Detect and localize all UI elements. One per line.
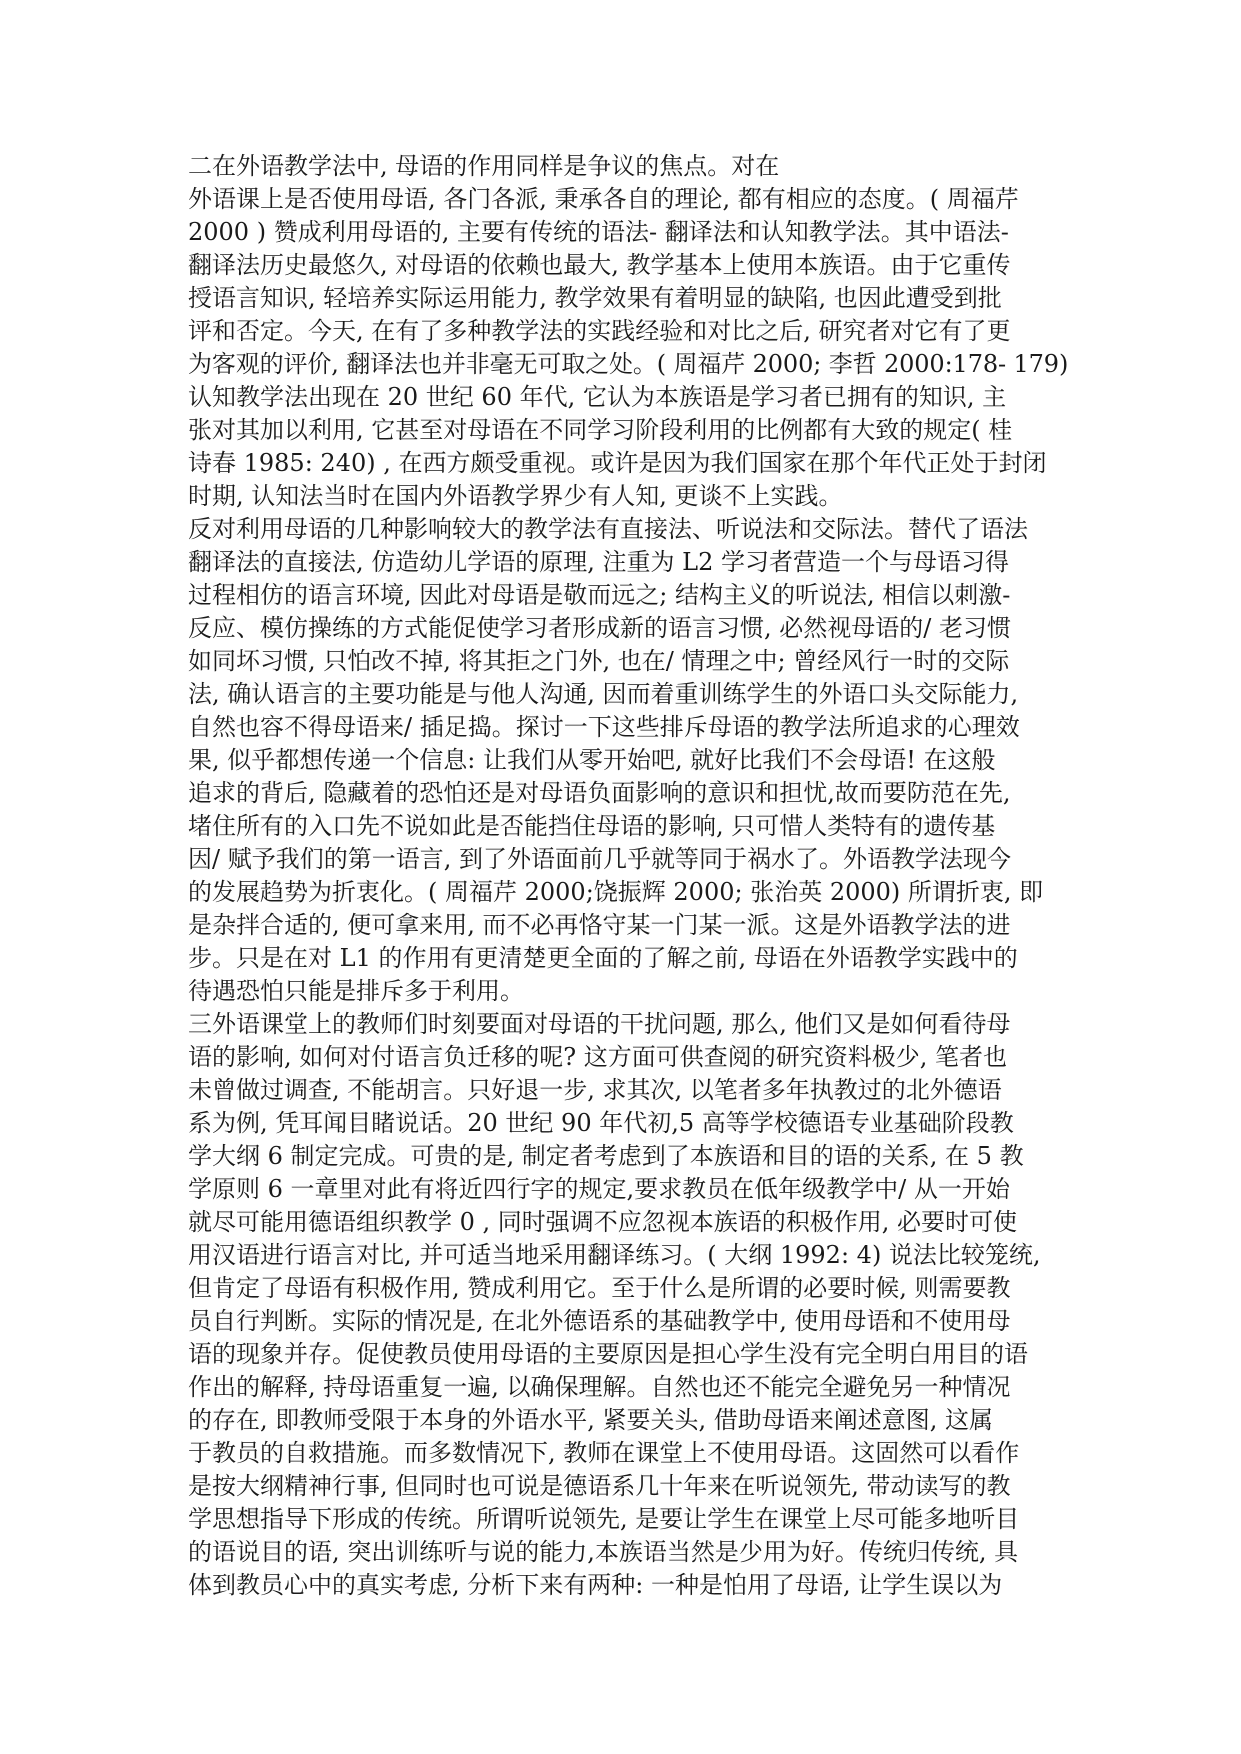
text-line: 语的现象并存。促使教员使用母语的主要原因是担心学生没有完全明白用目的语 — [188, 1340, 1028, 1368]
text-line: 体到教员心中的真实考虑, 分析下来有两种: 一种是怕用了母语, 让学生误以为 — [188, 1571, 1003, 1599]
text-line: 二在外语教学法中, 母语的作用同样是争议的焦点。对在 — [188, 152, 780, 180]
text-line: 学思想指导下形成的传统。所谓听说领先, 是要让学生在课堂上尽可能多地听目 — [188, 1505, 1020, 1533]
text-line: 学大纲 6 制定完成。可贵的是, 制定者考虑到了本族语和目的语的关系, 在 5 教 — [188, 1142, 1024, 1170]
text-line: 是杂拌合适的, 便可拿来用, 而不必再恪守某一门某一派。这是外语教学法的进 — [188, 911, 1011, 939]
text-line: 翻译法的直接法, 仿造幼儿学语的原理, 注重为 L2 学习者营造一个与母语习得 — [188, 548, 1009, 576]
text-line: 果, 似乎都想传递一个信息: 让我们从零开始吧, 就好比我们不会母语! 在这般 — [188, 746, 996, 774]
text-line: 法, 确认语言的主要功能是与他人沟通, 因而着重训练学生的外语口头交际能力, — [188, 680, 1019, 708]
text-line: 2000 ) 赞成利用母语的, 主要有传统的语法- 翻译法和认知教学法。其中语法- — [188, 218, 1009, 246]
text-line: 是按大纲精神行事, 但同时也可说是德语系几十年来在听说领先, 带动读写的教 — [188, 1472, 1011, 1500]
text-line: 作出的解释, 持母语重复一遍, 以确保理解。自然也还不能完全避免另一种情况 — [188, 1373, 1011, 1401]
text-line: 三外语课堂上的教师们时刻要面对母语的干扰问题, 那么, 他们又是如何看待母 — [188, 1010, 1011, 1038]
body-text — [188, 150, 1068, 1602]
text-line: 过程相仿的语言环境, 因此对母语是敬而远之; 结构主义的听说法, 相信以刺激- — [188, 581, 1011, 609]
text-line: 张对其加以利用, 它甚至对母语在不同学习阶段利用的比例都有大致的规定( 桂 — [188, 416, 1013, 444]
text-line: 步。只是在对 L1 的作用有更清楚更全面的了解之前, 母语在外语教学实践中的 — [188, 944, 1018, 972]
text-line: 待遇恐怕只能是排斥多于利用。 — [188, 977, 524, 1005]
text-line: 反对利用母语的几种影响较大的教学法有直接法、听说法和交际法。替代了语法 — [188, 515, 1028, 543]
text-line: 授语言知识, 轻培养实际运用能力, 教学效果有着明显的缺陷, 也因此遭受到批 — [188, 284, 1002, 312]
text-line: 的语说目的语, 突出训练听与说的能力,本族语当然是少用为好。传统归传统, 具 — [188, 1538, 1019, 1566]
text-line: 就尽可能用德语组织教学 0 , 同时强调不应忽视本族语的积极作用, 必要时可使 — [188, 1208, 1018, 1236]
text-line: 追求的背后, 隐藏着的恐怕还是对母语负面影响的意识和担忧,故而要防范在先, — [188, 779, 1011, 807]
text-line: 翻译法历史最悠久, 对母语的依赖也最大, 教学基本上使用本族语。由于它重传 — [188, 251, 1011, 279]
text-line: 如同坏习惯, 只怕改不掉, 将其拒之门外, 也在/ 情理之中; 曾经风行一时的交际 — [188, 647, 1010, 675]
text-line: 诗春 1985: 240) , 在西方颇受重视。或许是因为我们国家在那个年代正处于封闭 — [188, 449, 1047, 477]
text-line: 学原则 6 一章里对此有将近四行字的规定,要求教员在低年级教学中/ 从一开始 — [188, 1175, 1010, 1203]
text-line: 但肯定了母语有积极作用, 赞成利用它。至于什么是所谓的必要时候, 则需要教 — [188, 1274, 1011, 1302]
text-line: 为客观的评价, 翻译法也并非毫无可取之处。( 周福芹 2000; 李哲 2000:178- 179) — [188, 350, 1069, 378]
text-line: 于教员的自救措施。而多数情况下, 教师在课堂上不使用母语。这固然可以看作 — [188, 1439, 1020, 1467]
text-line: 自然也容不得母语来/ 插足捣。探讨一下这些排斥母语的教学法所追求的心理效 — [188, 713, 1020, 741]
text-line: 时期, 认知法当时在国内外语教学界少有人知, 更谈不上实践。 — [188, 482, 843, 510]
text-line: 因/ 赋予我们的第一语言, 到了外语面前几乎就等同于祸水了。外语教学法现今 — [188, 845, 1011, 873]
text-line: 评和否定。今天, 在有了多种教学法的实践经验和对比之后, 研究者对它有了更 — [188, 317, 1011, 345]
text-line: 语的影响, 如何对付语言负迁移的呢? 这方面可供查阅的研究资料极少, 笔者也 — [188, 1043, 1008, 1071]
text-line: 系为例, 凭耳闻目睹说话。20 世纪 90 年代初,5 高等学校德语专业基础阶段教 — [188, 1109, 1014, 1137]
text-line: 堵住所有的入口先不说如此是否能挡住母语的影响, 只可惜人类特有的遗传基 — [188, 812, 996, 840]
text-line: 外语课上是否使用母语, 各门各派, 秉承各自的理论, 都有相应的态度。( 周福芹 — [188, 185, 1019, 213]
text-line: 未曾做过调查, 不能胡言。只好退一步, 求其次, 以笔者多年执教过的北外德语 — [188, 1076, 1002, 1104]
text-line: 员自行判断。实际的情况是, 在北外德语系的基础教学中, 使用母语和不使用母 — [188, 1307, 1011, 1335]
text-line: 反应、模仿操练的方式能促使学习者形成新的语言习惯, 必然视母语的/ 老习惯 — [188, 614, 1011, 642]
text-line: 认知教学法出现在 20 世纪 60 年代, 它认为本族语是学习者已拥有的知识, 主 — [188, 383, 1007, 411]
text-line: 的发展趋势为折衷化。( 周福芹 2000;饶振辉 2000; 张治英 2000) 所谓折衷, 即 — [188, 878, 1044, 906]
text-line: 的存在, 即教师受限于本身的外语水平, 紧要关头, 借助母语来阐述意图, 这属 — [188, 1406, 994, 1434]
text-line: 用汉语进行语言对比, 并可适当地采用翻译练习。( 大纲 1992: 4) 说法比较笼统, — [188, 1241, 1041, 1269]
